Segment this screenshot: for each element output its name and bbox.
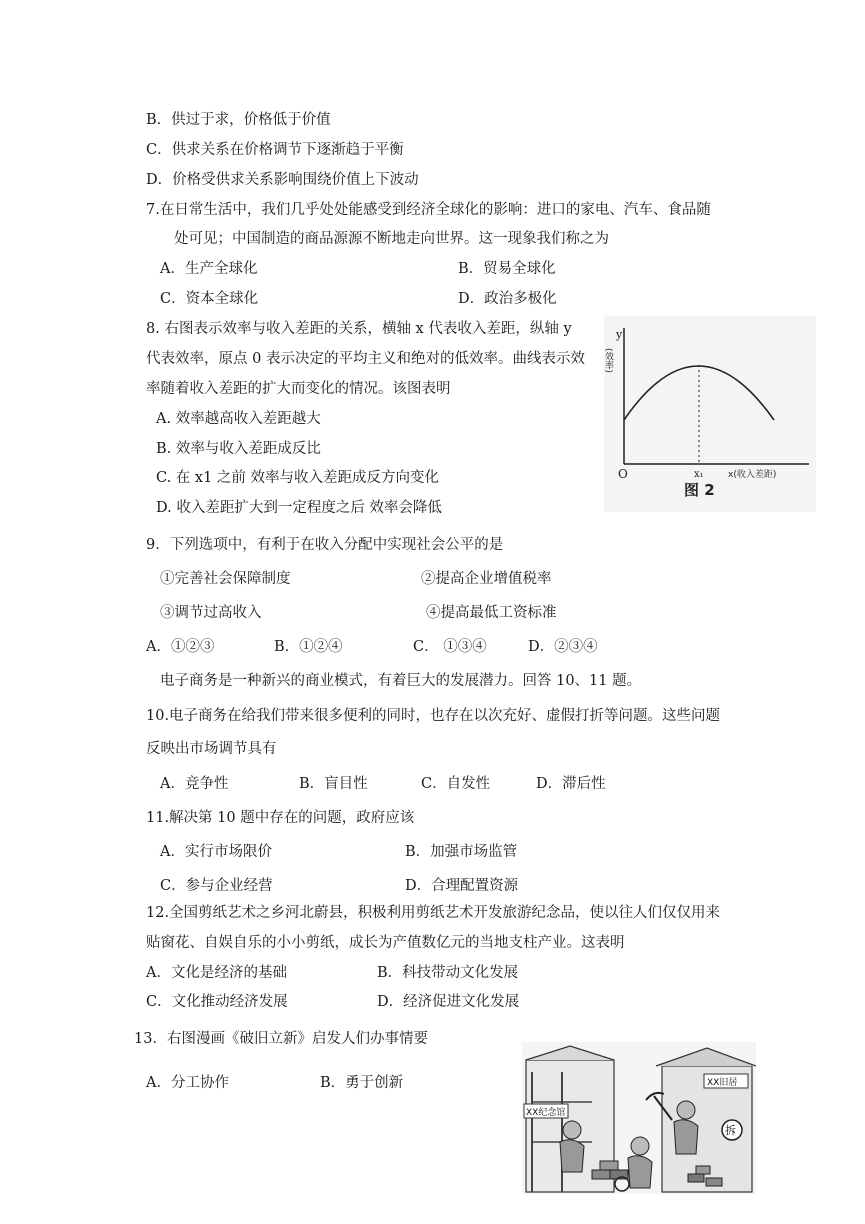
q12-option-d: D．经济促进文化发展: [377, 994, 520, 1010]
figure-2-y-label: y: [616, 328, 623, 341]
q11-option-b: B．加强市场监管: [405, 844, 518, 860]
cartoon-worker-3-head: [677, 1101, 695, 1119]
q10-option-c: C．自发性: [421, 776, 491, 792]
q11-option-a: A．实行市场限价: [160, 844, 272, 860]
q6-option-d: D．价格受供求关系影响围绕价值上下波动: [146, 172, 419, 188]
cartoon-rubble-1: [688, 1174, 704, 1182]
cartoon-worker-3-body: [674, 1120, 698, 1154]
q9-option-a: A．①②③: [146, 639, 215, 655]
q10-option-b: B．盲目性: [299, 776, 368, 792]
q13-option-b: B．勇于创新: [320, 1075, 404, 1091]
figure-2-x1-tick: x₁: [694, 469, 704, 480]
q9-option-b: B．①②④: [274, 639, 343, 655]
q10-stem-line1: 10.电子商务在给我们带来很多便利的同时，也存在以次充好、虚假打折等问题。这些问题: [146, 708, 721, 724]
q13-option-a: A．分工协作: [146, 1075, 229, 1091]
q10-stem-line2: 反映出市场调节具有: [146, 741, 277, 757]
cartoon-brick-3: [600, 1161, 618, 1170]
cartoon-rubble-2: [706, 1178, 722, 1186]
figure-2-x-axis-text: x(收入差距): [728, 470, 777, 480]
q8-stem-line3: 率随着收入差距的扩大而变化的情况。该图表明: [146, 381, 451, 397]
q9-item-1: ①完善社会保障制度: [160, 571, 291, 587]
q12-option-c: C．文化推动经济发展: [146, 994, 288, 1010]
cartoon-rubble-3: [696, 1166, 710, 1174]
cartoon-worker-2-body: [628, 1156, 652, 1188]
figure-2-caption: 图 2: [684, 481, 715, 499]
figure-2-svg: [604, 316, 816, 512]
q13-stem: 13．右图漫画《破旧立新》启发人们办事情要: [134, 1031, 428, 1047]
q10-option-d: D．滞后性: [536, 776, 606, 792]
q7-stem-line1: 7.在日常生活中，我们几乎处处能感受到经济全球化的影响：进口的家电、汽车、食品随: [146, 202, 711, 218]
q9-item-2: ②提高企业增值税率: [421, 571, 552, 587]
cartoon-left-roof: [526, 1046, 614, 1060]
q13-cartoon: [522, 1042, 756, 1194]
q8-option-a: A. 效率越高收入差距越大: [156, 411, 321, 427]
q8-option-b: B. 效率与收入差距成反比: [156, 441, 321, 457]
q7-option-d: D．政治多极化: [458, 291, 557, 307]
q12-stem-line1: 12.全国剪纸艺术之乡河北蔚县，积极利用剪纸艺术开发旅游纪念品，使以往人们仅仅用来: [146, 905, 721, 921]
cartoon-worker-1-body: [560, 1140, 584, 1172]
q7-option-a: A．生产全球化: [160, 261, 258, 277]
cartoon-worker-2-head: [631, 1137, 649, 1155]
cartoon-sign-right-text: XX旧居: [707, 1078, 738, 1088]
q9-stem: 9．下列选项中，有利于在收入分配中实现社会公平的是: [146, 537, 504, 553]
q12-stem-line2: 贴窗花、自娱自乐的小小剪纸，成长为产值数亿元的当地支柱产业。这表明: [146, 935, 625, 951]
q7-option-b: B．贸易全球化: [458, 261, 556, 277]
q8-option-c: C. 在 x1 之前 效率与收入差距成反方向变化: [156, 470, 440, 486]
q9-item-3: ③调节过高收入: [160, 605, 262, 621]
cartoon-brick-1: [592, 1170, 610, 1179]
q9-option-d: D．②③④: [528, 639, 598, 655]
q11-option-c: C．参与企业经营: [160, 878, 273, 894]
q8-stem-line2: 代表效率，原点 0 表示决定的平均主义和绝对的低效率。曲线表示效: [146, 351, 585, 367]
q9-option-c: C． ①③④: [413, 639, 487, 655]
q13-cartoon-svg: [522, 1042, 756, 1194]
figure-2-origin: O: [618, 467, 628, 481]
q8-option-d: D. 收入差距扩大到一定程度之后 效率会降低: [156, 500, 442, 516]
cartoon-worker-1-head: [563, 1121, 581, 1139]
intro-10-11: 电子商务是一种新兴的商业模式，有着巨大的发展潜力。回答 10、11 题。: [160, 673, 642, 689]
q9-item-4: ④提高最低工资标准: [426, 605, 557, 621]
cartoon-demolish-text: 拆: [725, 1124, 736, 1137]
figure-2-y-axis-text: (效率): [604, 348, 613, 374]
q7-option-c: C．资本全球化: [160, 291, 259, 307]
q8-stem-line1: 8. 右图表示效率与收入差距的关系，横轴 x 代表收入差距，纵轴 y: [146, 321, 572, 337]
q11-stem: 11.解决第 10 题中存在的问题，政府应该: [146, 810, 415, 826]
cartoon-sign-left-text: XX纪念馆: [526, 1108, 566, 1118]
q6-option-b: B．供过于求，价格低于价值: [146, 112, 331, 128]
figure-2-efficiency-curve: [604, 316, 816, 512]
cartoon-right-roof: [656, 1048, 756, 1066]
q11-option-d: D．合理配置资源: [405, 878, 519, 894]
q12-option-b: B．科技带动文化发展: [377, 965, 519, 981]
q12-option-a: A．文化是经济的基础: [146, 965, 287, 981]
q7-stem-line2: 处可见；中国制造的商品源源不断地走向世界。这一现象我们称之为: [174, 231, 609, 247]
q6-option-c: C．供求关系在价格调节下逐渐趋于平衡: [146, 142, 404, 158]
q10-option-a: A．竞争性: [160, 776, 229, 792]
